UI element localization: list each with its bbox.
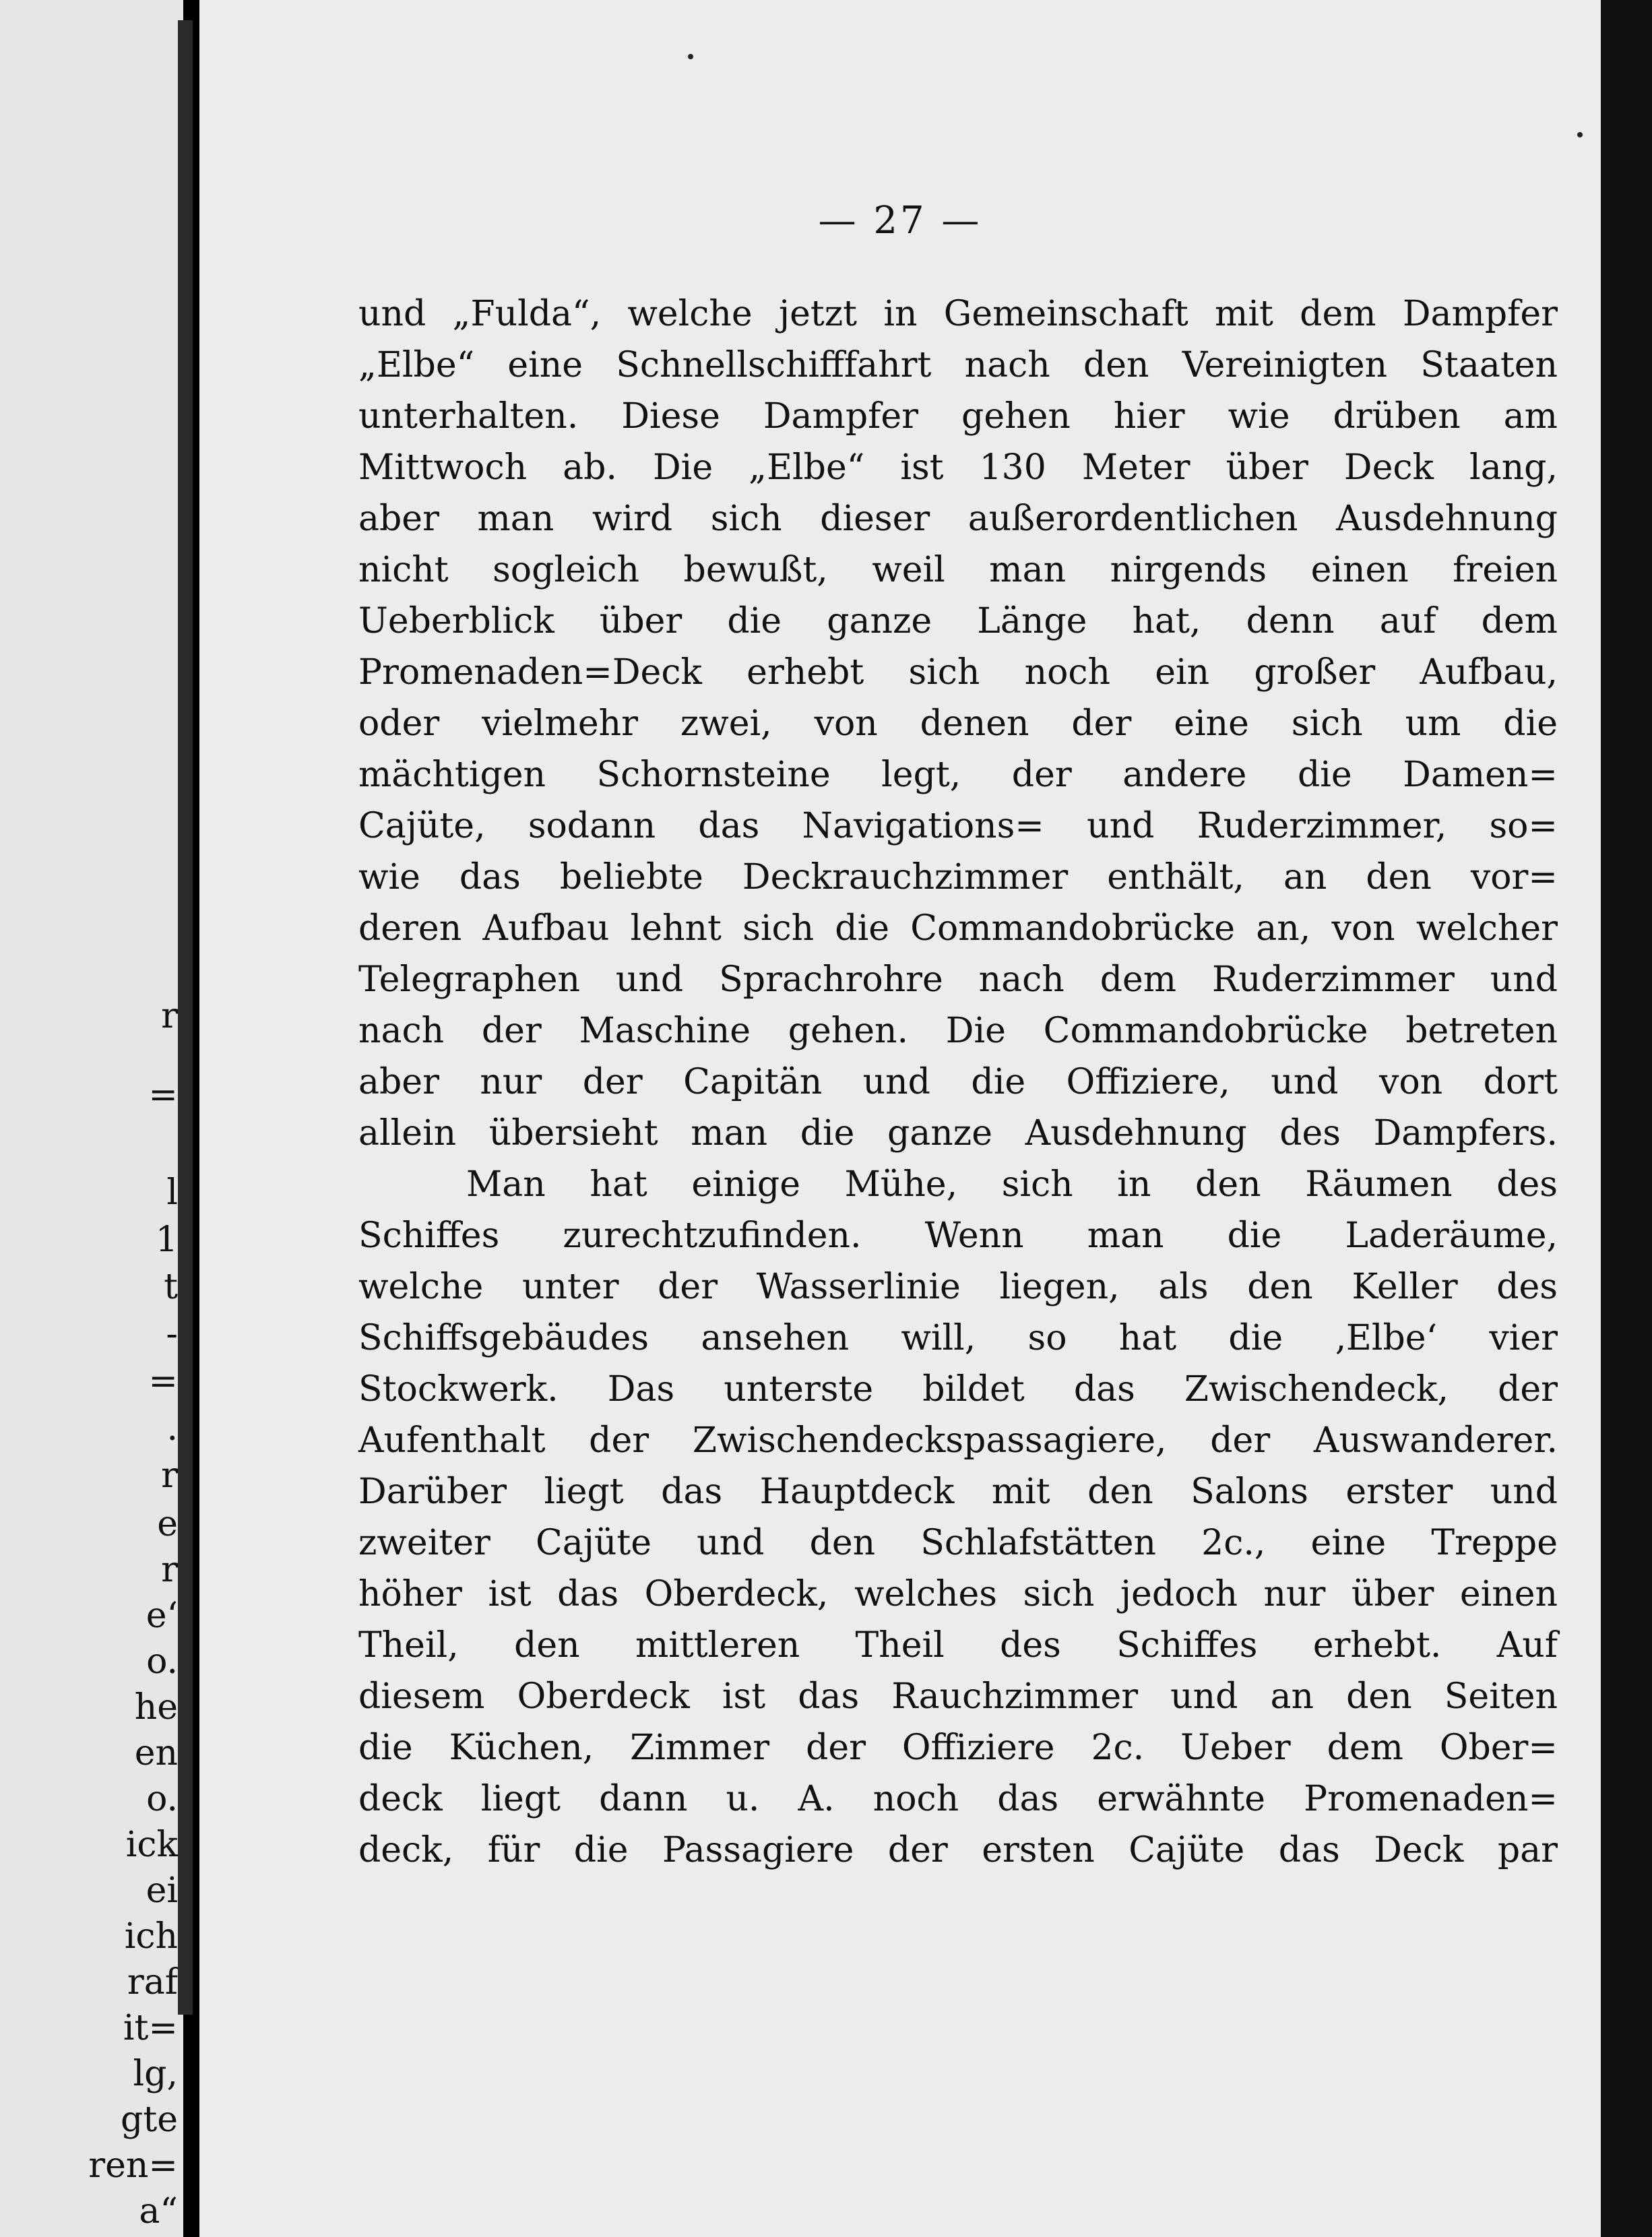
facing-page-fragment: . xyxy=(166,1408,178,1449)
text-line: aber man wird sich dieser außerordentlichen Ausdehnung xyxy=(358,499,1558,539)
facing-page-fragment: ren= xyxy=(88,2145,178,2186)
text-line: wie das beliebte Deckrauchzimmer enthält, an den vor= xyxy=(358,857,1558,897)
facing-page-fragment: r xyxy=(161,1455,178,1496)
facing-page-fragment: ich xyxy=(124,1916,178,1957)
facing-page-edge xyxy=(0,0,183,2237)
text-line: nach der Maschine gehen. Die Commandobrücke betreten xyxy=(358,1011,1558,1051)
facing-page-fragment: t xyxy=(164,1267,178,1307)
text-line: die Küchen, Zimmer der Offiziere 2c. Ueber dem Ober= xyxy=(358,1728,1558,1768)
facing-page-fragment: o. xyxy=(146,1779,178,1819)
text-line: unterhalten. Diese Dampfer gehen hier wie drüben am xyxy=(358,396,1558,437)
facing-page-fragment: - xyxy=(166,1314,178,1354)
text-line: Schiffes zurechtzufinden. Wenn man die Laderäume, xyxy=(358,1216,1558,1256)
page-edge-shadow xyxy=(1601,0,1652,2237)
facing-page-fragment: e xyxy=(157,1504,178,1544)
facing-page-fragment: gte xyxy=(121,2100,178,2140)
ink-speck xyxy=(688,54,693,59)
text-line: Cajüte, sodann das Navigations= und Ruderzimmer, so= xyxy=(358,806,1558,846)
facing-page-fragment: it= xyxy=(123,2008,178,2048)
facing-page-fragment: lg, xyxy=(133,2054,178,2094)
facing-page-fragment: raf xyxy=(127,1962,178,2003)
book-gutter xyxy=(178,20,193,2015)
facing-page-fragment: en xyxy=(134,1733,178,1773)
text-line: Ueberblick über die ganze Länge hat, denn auf dem xyxy=(358,601,1558,641)
text-line: deck, für die Passagiere der ersten Cajüte das Deck par xyxy=(358,1830,1558,1870)
text-line: Stockwerk. Das unterste bildet das Zwischendeck, der xyxy=(358,1369,1558,1410)
facing-page-fragment: ei xyxy=(146,1870,178,1911)
facing-page-fragment: he xyxy=(134,1687,178,1728)
facing-page-fragment: o. xyxy=(146,1641,178,1682)
text-line: deck liegt dann u. A. noch das erwähnte Promenaden= xyxy=(358,1779,1558,1819)
text-line: Schiffsgebäudes ansehen will, so hat die ‚Elbe‘ vier xyxy=(358,1318,1558,1358)
facing-page-fragment: r xyxy=(161,1550,178,1590)
text-line: diesem Oberdeck ist das Rauchzimmer und an den Seiten xyxy=(358,1676,1558,1717)
text-line: aber nur der Capitän und die Offiziere, und von dort xyxy=(358,1062,1558,1102)
facing-page-fragment: 1 xyxy=(155,1220,178,1260)
text-line: zweiter Cajüte und den Schlafstätten 2c., eine Treppe xyxy=(358,1523,1558,1563)
paragraph-first-line: Man hat einige Mühe, sich in den Räumen des xyxy=(466,1164,1558,1205)
facing-page-fragment: a“ xyxy=(139,2191,178,2232)
text-line: höher ist das Oberdeck, welches sich jedoch nur über einen xyxy=(358,1574,1558,1614)
facing-page-fragment: e‘ xyxy=(146,1596,178,1636)
page-number: — 27 — xyxy=(818,199,982,243)
text-line: Telegraphen und Sprachrohre nach dem Ruderzimmer und xyxy=(358,959,1558,1000)
text-line: Theil, den mittleren Theil des Schiffes erhebt. Auf xyxy=(358,1625,1558,1666)
text-line: „Elbe“ eine Schnellschifffahrt nach den Vereinigten Staaten xyxy=(358,345,1558,385)
book-page xyxy=(199,0,1601,2237)
facing-page-fragment: = xyxy=(148,1361,178,1401)
text-line: Darüber liegt das Hauptdeck mit den Salons erster und xyxy=(358,1472,1558,1512)
text-line: welche unter der Wasserlinie liegen, als den Keller des xyxy=(358,1267,1558,1307)
facing-page-fragment: = xyxy=(148,1075,178,1115)
text-line: deren Aufbau lehnt sich die Commandobrücke an, von welcher xyxy=(358,908,1558,949)
facing-page-fragment: ick xyxy=(125,1825,178,1865)
text-line: Promenaden=Deck erhebt sich noch ein großer Aufbau, xyxy=(358,652,1558,693)
text-line: mächtigen Schornsteine legt, der andere die Damen= xyxy=(358,755,1558,795)
facing-page-fragment: l xyxy=(166,1172,178,1213)
facing-page-fragment: r xyxy=(161,996,178,1036)
text-line: Aufenthalt der Zwischendeckspassagiere, der Auswanderer. xyxy=(358,1420,1558,1461)
text-line: und „Fulda“, welche jetzt in Gemeinschaft mit dem Dampfer xyxy=(358,294,1558,334)
text-line: allein übersieht man die ganze Ausdehnung des Dampfers. xyxy=(358,1113,1558,1154)
text-line: oder vielmehr zwei, von denen der eine sich um die xyxy=(358,703,1558,744)
text-line: nicht sogleich bewußt, weil man nirgends einen freien xyxy=(358,550,1558,590)
ink-speck xyxy=(1577,132,1583,137)
text-line: Mittwoch ab. Die „Elbe“ ist 130 Meter über Deck lang, xyxy=(358,447,1558,488)
body-text xyxy=(358,288,1558,1876)
